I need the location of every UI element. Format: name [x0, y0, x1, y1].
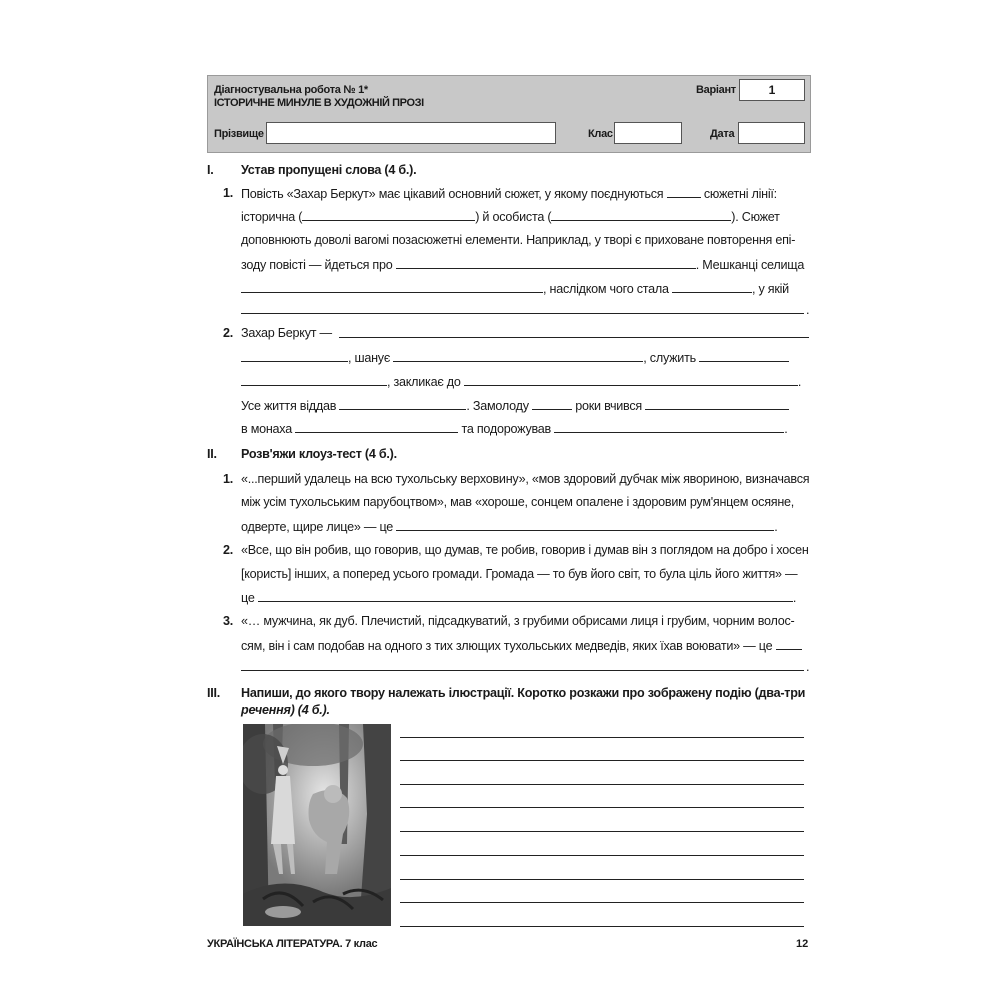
s1-i2-text: . Замолоду — [466, 399, 529, 413]
fill-blank[interactable] — [241, 373, 387, 386]
fill-blank[interactable] — [396, 518, 774, 531]
s1-i1-text: , у якій — [751, 282, 789, 296]
s2-i2-line-3 — [241, 589, 796, 606]
section-2-item-1-number: 1. — [223, 472, 234, 486]
answer-line[interactable] — [400, 831, 804, 832]
variant-label: Варіант — [696, 84, 736, 96]
section-2-title: Розв'яжи клоуз-тест (4 б.). — [241, 447, 397, 461]
fill-line[interactable] — [241, 313, 804, 314]
s1-i2-text: Усе життя віддав — [241, 399, 337, 413]
worksheet-title: Діагностувальна робота № 1* — [214, 84, 368, 96]
fill-line[interactable] — [241, 670, 804, 671]
s1-i2-text: в монаха — [241, 422, 292, 436]
answer-line[interactable] — [400, 902, 804, 903]
class-label: Клас — [588, 128, 613, 140]
page-number: 12 — [796, 938, 809, 950]
fill-line[interactable] — [339, 337, 809, 338]
variant-field[interactable]: 1 — [739, 79, 805, 101]
s1-i2-text: та подорожував — [461, 422, 551, 436]
s1-i2-text: , закликає до — [387, 375, 461, 389]
answer-line[interactable] — [400, 855, 804, 856]
s1-i1-line-3: доповнюють доволі вагомі позасюжетні елементи. Наприклад, у творі є приховане повторення епі- — [241, 233, 796, 247]
s1-i1-text: ) й особиста ( — [475, 210, 552, 224]
section-1-title: Устав пропущені слова (4 б.). — [241, 163, 417, 177]
answer-line[interactable] — [400, 879, 804, 880]
worksheet-header — [207, 75, 811, 153]
s2-i2-line-2: [користь] інших, а поперед усього громади. Громада — то був його світ, то була ціль його життя» — — [241, 567, 798, 581]
section-3-number: III. — [207, 686, 220, 700]
worksheet-subtitle: ІСТОРИЧНЕ МИНУЛЕ В ХУДОЖНІЙ ПРОЗІ — [214, 97, 424, 109]
s1-i2-line-3 — [241, 373, 801, 390]
fill-blank[interactable] — [339, 397, 466, 410]
section-1-item-2-number: 2. — [223, 326, 234, 340]
fill-blank[interactable] — [464, 373, 798, 386]
s1-i2-line-1 — [241, 325, 332, 341]
s2-i1-text: . — [774, 520, 778, 534]
section-2-item-2-number: 2. — [223, 543, 234, 557]
s1-i1-text: Повість «Захар Беркут» має цікавий основний сюжет, у якому поєднуються — [241, 187, 664, 201]
fill-blank[interactable] — [393, 349, 643, 362]
footer-subject: УКРАЇНСЬКА ЛІТЕРАТУРА. 7 клас — [207, 938, 378, 950]
s2-i1-line-3 — [241, 518, 778, 535]
s1-i1-text: історична ( — [241, 210, 303, 224]
s1-i1-text: , наслідком чого стала — [543, 282, 669, 296]
s1-i2-text: Захар Беркут — — [241, 326, 332, 340]
answer-line[interactable] — [400, 760, 804, 761]
s1-i1-line-4 — [241, 256, 804, 273]
answer-line[interactable] — [400, 926, 804, 927]
s2-i2-text: . — [792, 591, 797, 605]
s1-i2-text: , служить — [643, 351, 696, 365]
surname-field[interactable] — [266, 122, 556, 144]
class-field[interactable] — [614, 122, 682, 144]
s2-i1-line-2: між усім тухольським парубоцтвом», мав «хороше, сонцем опалене і здоровим рум'янцем осяяне, — [241, 495, 795, 509]
fill-blank[interactable] — [667, 185, 701, 198]
fill-blank[interactable] — [295, 420, 458, 433]
answer-line[interactable] — [400, 737, 804, 738]
s1-i2-text: . — [797, 375, 802, 389]
fill-blank[interactable] — [258, 589, 793, 602]
section-2-item-3-number: 3. — [223, 614, 234, 628]
s1-i2-text: роки вчився — [575, 399, 642, 413]
answer-line[interactable] — [400, 807, 804, 808]
s1-i1-end: . — [806, 303, 810, 317]
s1-i1-text: ). Сюжет — [731, 210, 780, 224]
fill-blank[interactable] — [396, 256, 696, 269]
date-field[interactable] — [738, 122, 805, 144]
s2-i3-line-1: «… мужчина, як дуб. Плечистий, підсадкуватий, з грубими обрисами лиця і грубим, чорним волос- — [241, 614, 795, 628]
story-illustration — [243, 724, 391, 926]
section-1-number: I. — [207, 163, 214, 177]
fill-blank[interactable] — [776, 637, 802, 650]
s2-i1-text: одверте, щире лице» — це — [241, 520, 394, 534]
s2-i3-end: . — [806, 660, 810, 674]
fill-blank[interactable] — [241, 280, 543, 293]
section-3-title-line-2: речення) (4 б.). — [241, 703, 330, 717]
fill-blank[interactable] — [532, 397, 572, 410]
fill-blank[interactable] — [699, 349, 789, 362]
s1-i2-line-5 — [241, 420, 788, 437]
s1-i1-text: зоду повісті — йдеться про — [241, 258, 393, 272]
fill-blank[interactable] — [241, 349, 348, 362]
s1-i1-line-5 — [241, 280, 789, 297]
s2-i2-text: це — [241, 591, 255, 605]
surname-label: Прізвище — [214, 128, 264, 140]
s1-i2-text: . — [784, 422, 788, 436]
fill-blank[interactable] — [302, 208, 475, 221]
s1-i2-text: , шанує — [348, 351, 391, 365]
s1-i1-line-2 — [241, 208, 780, 225]
s1-i2-line-4 — [241, 397, 789, 414]
fill-blank[interactable] — [672, 280, 752, 293]
s2-i3-text: сям, він і сам подобав на одного з тих злющих тухольських медведів, яких їхав воювати» — це — [241, 639, 773, 653]
s2-i3-line-2 — [241, 637, 802, 654]
fill-blank[interactable] — [645, 397, 789, 410]
s1-i1-line-1 — [241, 185, 777, 202]
s2-i1-line-1: «...перший удалець на всю тухольську верховину», «мов здоровий дубчак між явориною, визначався — [241, 472, 810, 486]
s1-i2-line-2 — [241, 349, 789, 366]
fill-blank[interactable] — [551, 208, 731, 221]
section-3-title-line-1: Напиши, до якого твору належать ілюстрації. Коротко розкажи про зображену подію (два-три — [241, 686, 806, 700]
s2-i2-line-1: «Все, що він робив, що говорив, що думав, те робив, говорив і думав він з поглядом на добро і хосен — [241, 543, 809, 557]
date-label: Дата — [710, 128, 735, 140]
s1-i1-text: сюжетні лінії: — [703, 187, 777, 201]
fill-blank[interactable] — [554, 420, 784, 433]
s1-i1-text: . Мешканці селища — [695, 258, 805, 272]
section-1-item-1-number: 1. — [223, 186, 234, 200]
illustration-drawing — [243, 724, 391, 926]
section-2-number: II. — [207, 447, 217, 461]
answer-line[interactable] — [400, 784, 804, 785]
